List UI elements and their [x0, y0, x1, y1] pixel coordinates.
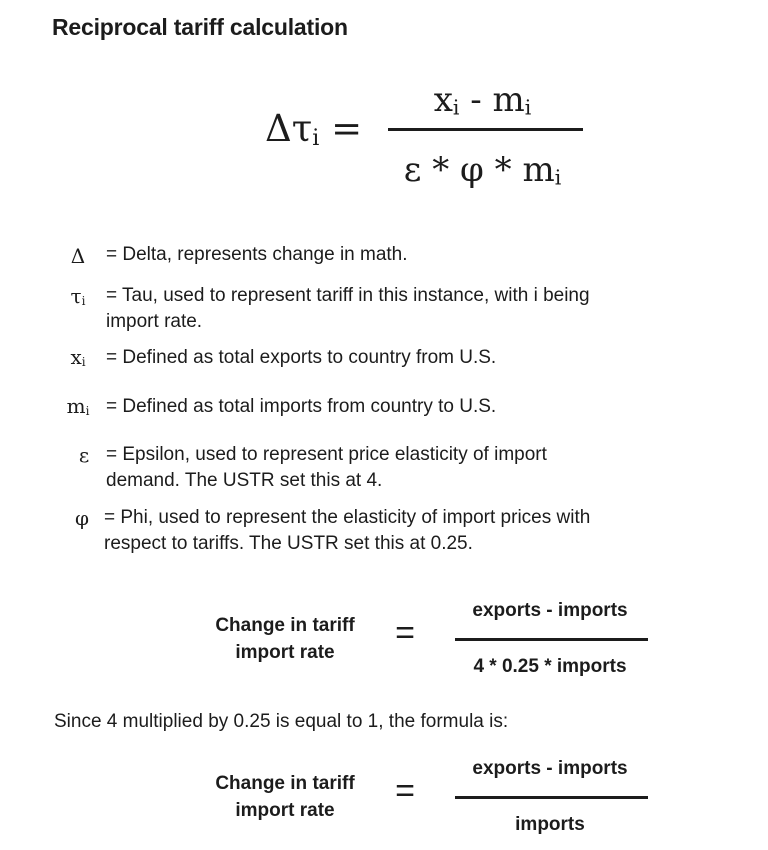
- formula-num-minus: -: [470, 80, 482, 120]
- worded-formula-1-lhs: Change in tariff import rate: [215, 615, 355, 663]
- definition-symbol-x: xi: [70, 345, 86, 370]
- formula-equals-sign: =: [331, 107, 363, 150]
- definition-text-m: = Defined as total imports from country to U.S.: [106, 396, 497, 417]
- definition-text-x: = Defined as total exports to country from U.S.: [106, 347, 497, 368]
- formula-den-epsilon: ε: [403, 150, 422, 190]
- worded-formula-1-fraction-bar: [455, 638, 648, 641]
- worded-formula-1-denominator: 4 * 0.25 * imports: [473, 656, 627, 677]
- worded-formula-2-equals: =: [395, 772, 415, 810]
- formula-den-star-2: *: [494, 150, 512, 190]
- definition-text-tau: = Tau, used to represent tariff in this instance, with i being import rate.: [106, 285, 590, 332]
- formula-lhs-subscript: i: [312, 124, 320, 151]
- formula-den-m: m: [522, 150, 555, 190]
- definition-text-delta: = Delta, represents change in math.: [106, 244, 408, 265]
- definition-symbol-m: mi: [66, 394, 90, 419]
- formula-num-x: x: [433, 80, 453, 120]
- formula-fraction-bar: [388, 128, 583, 131]
- formula-num-m-subscript: i: [524, 95, 532, 120]
- worded-formula-2-denominator: imports: [515, 814, 585, 835]
- definition-text-phi: = Phi, used to represent the elasticity of import prices with respect to tariffs. The USTR set this at 0.25.: [104, 507, 591, 554]
- formula-lhs-symbol: Δτ: [265, 107, 313, 150]
- formula-den-m-subscript: i: [554, 165, 562, 190]
- worded-formula-1-numerator: exports - imports: [472, 600, 628, 621]
- formula-lhs: [265, 107, 362, 151]
- formula-den-star-1: *: [432, 150, 450, 190]
- formula-num-m: m: [492, 80, 525, 120]
- worded-formula-2-lhs: Change in tariff import rate: [215, 773, 355, 821]
- worded-formula-2-fraction-bar: [455, 796, 648, 799]
- definition-symbol-phi: φ: [74, 506, 89, 530]
- definition-symbol-tau: τi: [70, 284, 86, 309]
- worded-formula-1-equals: =: [395, 614, 415, 652]
- formula-den-phi: φ: [460, 150, 484, 190]
- definition-symbol-delta: Δ: [70, 244, 86, 268]
- formula-numerator: [380, 80, 585, 120]
- worded-formula-2-numerator: exports - imports: [472, 758, 628, 779]
- formula-num-x-subscript: i: [452, 95, 460, 120]
- definition-symbol-epsilon: ε: [78, 443, 90, 467]
- definition-text-epsilon: = Epsilon, used to represent price elasticity of import demand. The USTR set this at 4.: [106, 444, 547, 491]
- page-title: Reciprocal tariff calculation: [52, 14, 348, 40]
- simplification-note: Since 4 multiplied by 0.25 is equal to 1, the formula is:: [54, 711, 509, 732]
- formula-denominator: [380, 150, 585, 190]
